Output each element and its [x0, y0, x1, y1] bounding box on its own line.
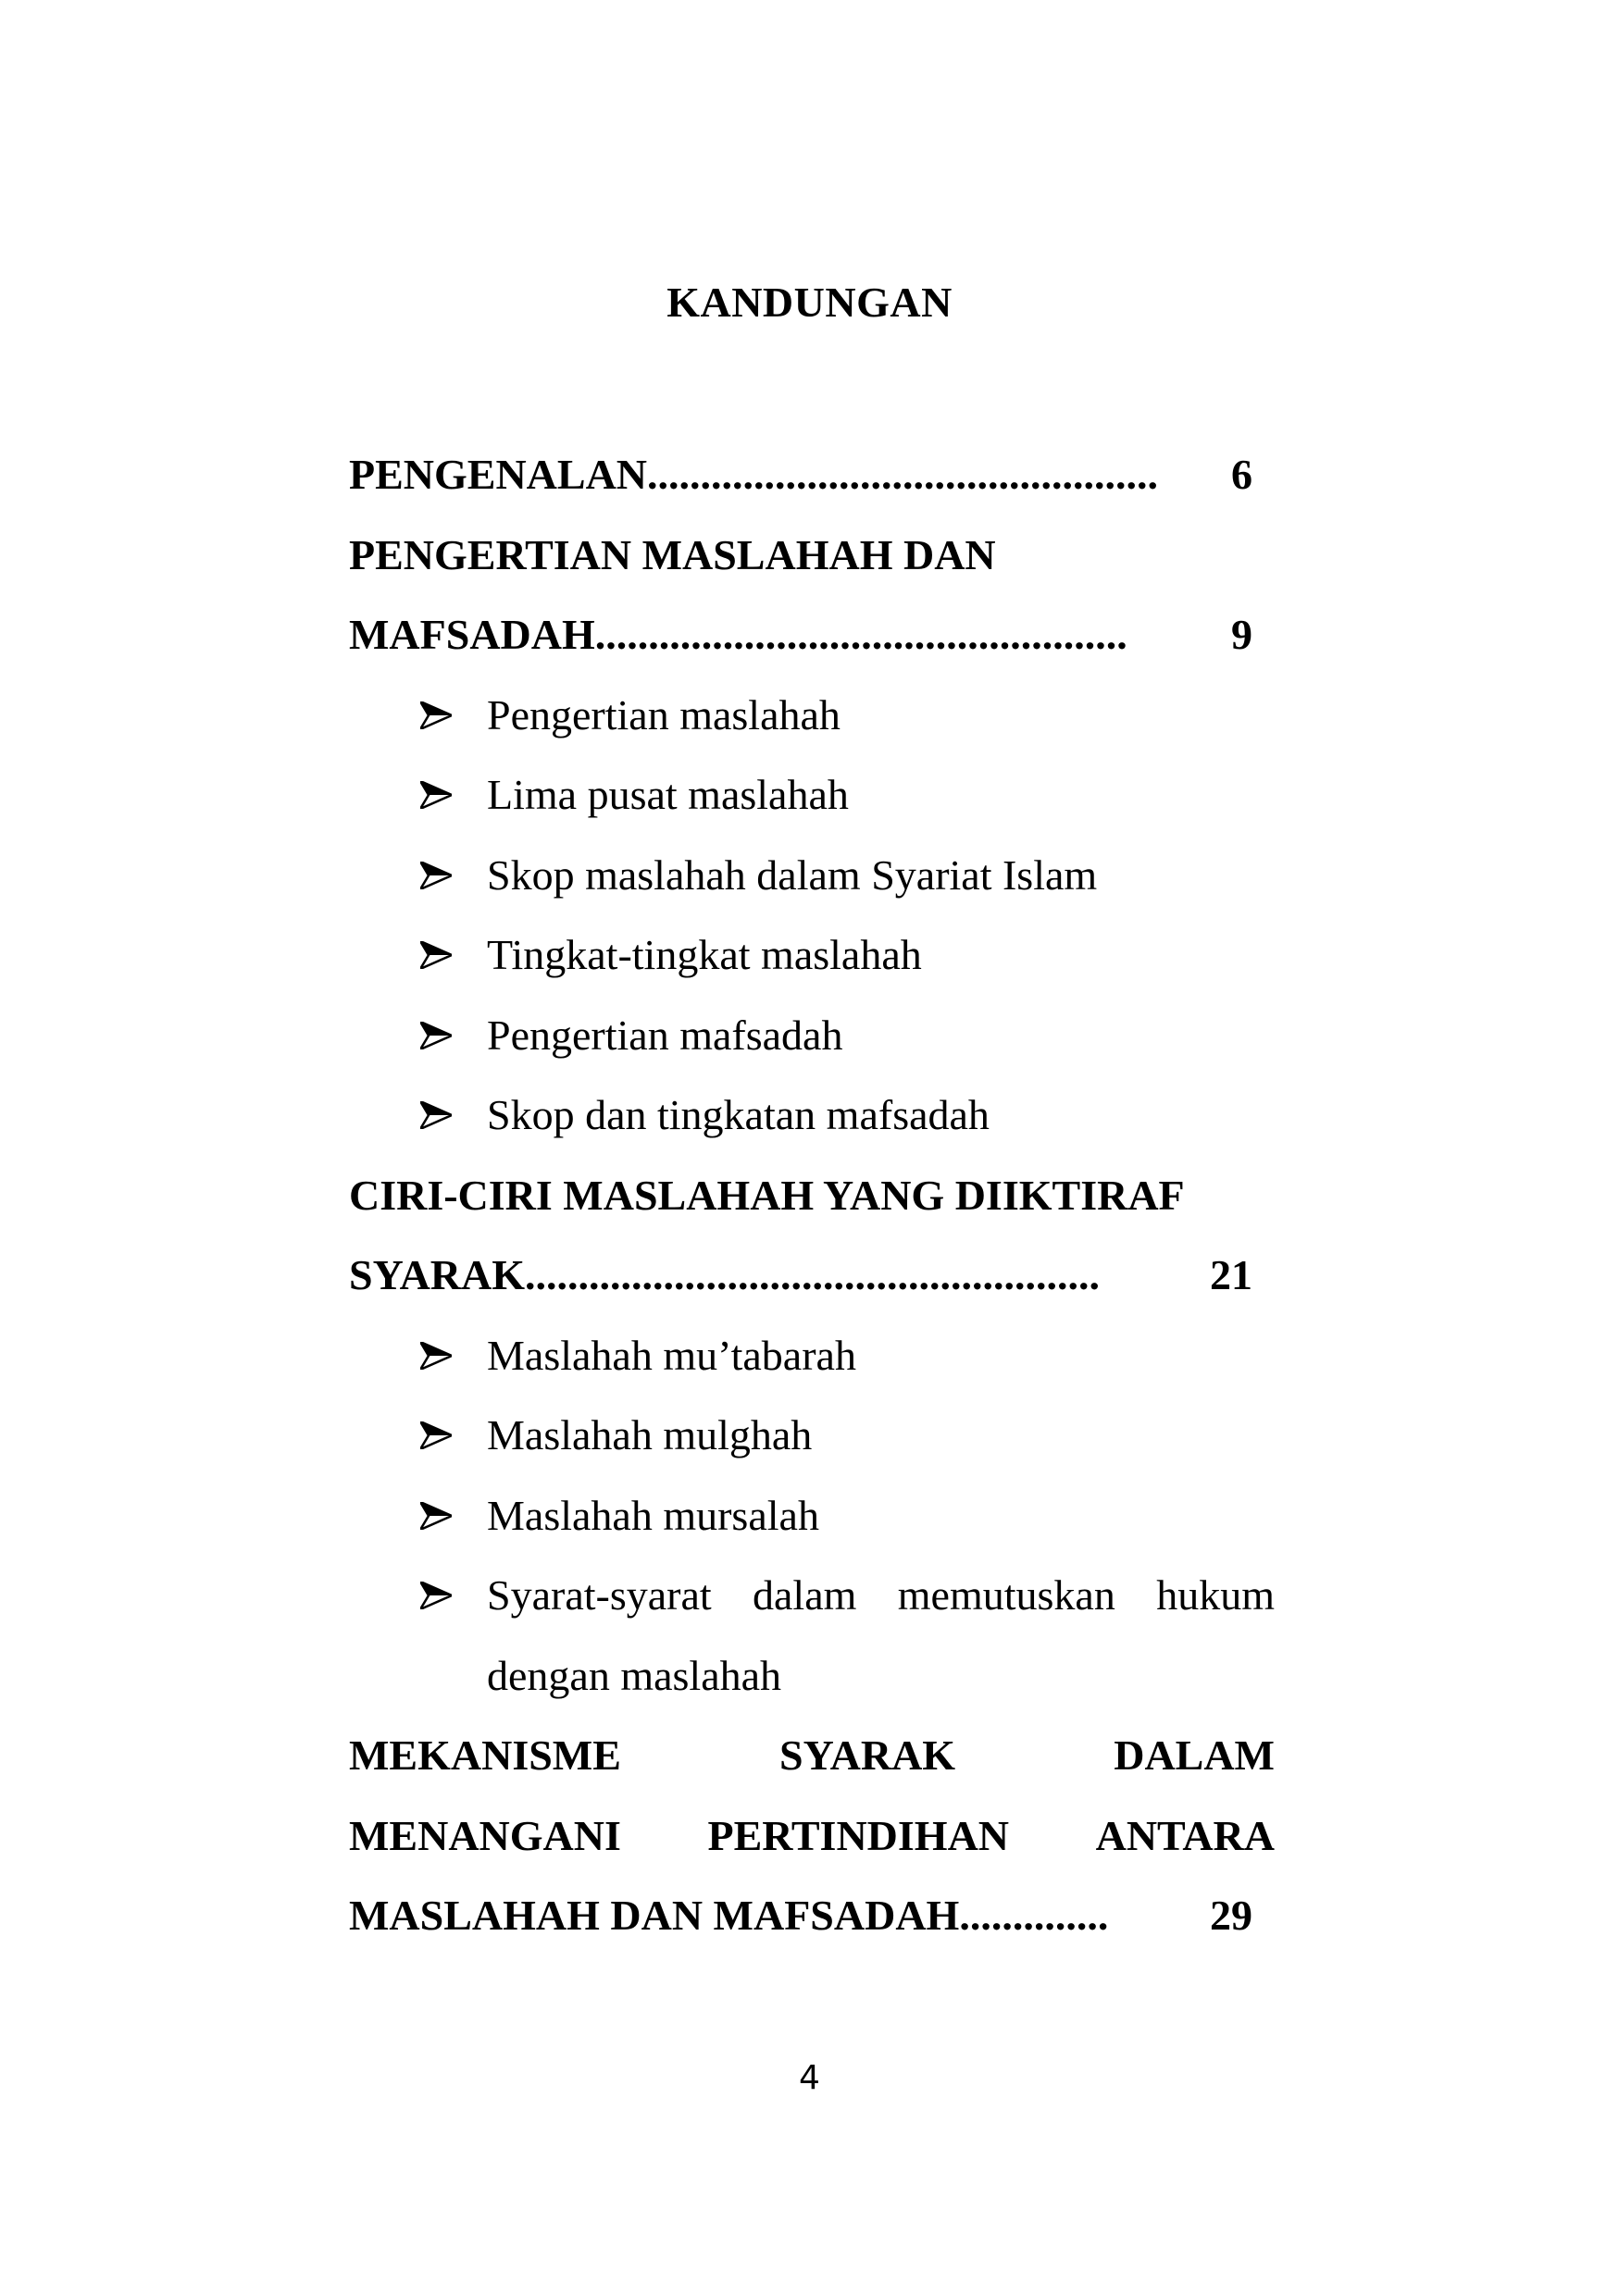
toc-subitem-label: Skop dan tingkatan mafsadah — [487, 1091, 990, 1138]
toc-subitem[interactable] — [349, 1075, 1275, 1156]
arrow-bullet-icon — [418, 1476, 487, 1557]
toc-entry-mekanisme-line3[interactable] — [349, 1876, 1252, 1956]
toc-page-number: 21 — [1210, 1251, 1252, 1298]
word: SYARAK — [779, 1731, 956, 1779]
toc-entry-label: PENGENALAN — [349, 451, 648, 498]
toc-subitem[interactable] — [349, 1316, 1275, 1396]
toc-page-number: 9 — [1231, 611, 1252, 658]
word: Syarat-syarat — [487, 1571, 712, 1619]
word: MENANGANI — [349, 1811, 621, 1859]
arrow-bullet-icon — [418, 836, 487, 916]
arrow-bullet-icon — [418, 915, 487, 996]
arrow-bullet-icon — [418, 996, 487, 1076]
page-title: KANDUNGAN — [666, 279, 953, 326]
toc-leader-dots: ...................................................... — [525, 1251, 1101, 1298]
word: DALAM — [1114, 1731, 1275, 1779]
arrow-bullet-icon — [418, 1556, 487, 1636]
toc-entry-pengenalan[interactable] — [349, 435, 1252, 515]
toc-entry-label: SYARAK — [349, 1251, 526, 1298]
toc-subitem-label: Maslahah mulghah — [487, 1411, 813, 1458]
toc-leader-dots: .............. — [959, 1892, 1109, 1939]
toc-page-number: 6 — [1231, 451, 1252, 498]
table-of-contents — [349, 435, 1275, 1956]
toc-subitem-label: Pengertian maslahah — [487, 690, 841, 738]
toc-subitem-label: Tingkat-tingkat maslahah — [487, 931, 922, 978]
toc-leader-dots: ................................................ — [647, 451, 1159, 498]
word: dalam — [753, 1571, 857, 1619]
arrow-bullet-icon — [418, 1075, 487, 1156]
toc-leader-dots: .................................................. — [594, 611, 1127, 658]
toc-subitem-label: Skop maslahah dalam Syariat Islam — [487, 850, 1098, 899]
toc-subitem[interactable] — [349, 1556, 1275, 1636]
toc-entry-pengertian-line1[interactable]: PENGERTIAN MASLAHAH DAN — [349, 530, 996, 578]
toc-subitem-label: Maslahah mu’tabarah — [487, 1331, 856, 1379]
toc-entry-mekanisme-line1[interactable] — [349, 1716, 1275, 1796]
word: hukum — [1156, 1571, 1275, 1619]
arrow-bullet-icon — [418, 1396, 487, 1476]
toc-subitem[interactable] — [349, 836, 1275, 916]
toc-entry-ciri-line2[interactable] — [349, 1235, 1252, 1316]
toc-subitem[interactable] — [349, 1476, 1275, 1557]
toc-subitem[interactable] — [349, 1396, 1275, 1476]
arrow-bullet-icon — [418, 755, 487, 836]
toc-entry-pengertian-line2[interactable] — [349, 595, 1252, 676]
toc-subitem[interactable] — [349, 755, 1275, 836]
toc-subitem-label: Pengertian mafsadah — [487, 1011, 843, 1059]
arrow-bullet-icon — [418, 1316, 487, 1396]
toc-subitem-continuation: dengan maslahah — [487, 1651, 782, 1699]
toc-subitem-label: Lima pusat maslahah — [487, 771, 849, 818]
toc-subitem-label-justified — [487, 1556, 1275, 1636]
toc-entry-ciri-line1[interactable]: CIRI-CIRI MASLAHAH YANG DIIKTIRAF — [349, 1171, 1185, 1219]
page-number: 4 — [799, 2059, 820, 2097]
toc-entry-label: MAFSADAH — [349, 611, 595, 658]
toc-subitem[interactable] — [349, 676, 1275, 756]
word: ANTARA — [1095, 1811, 1275, 1859]
toc-subitem-label: Maslahah mursalah — [487, 1491, 819, 1539]
arrow-bullet-icon — [418, 676, 487, 756]
toc-subitem[interactable] — [349, 915, 1275, 996]
word: PERTINDIHAN — [707, 1811, 1010, 1859]
toc-subitem[interactable] — [349, 996, 1275, 1076]
toc-page-number: 29 — [1210, 1892, 1252, 1939]
toc-entry-label: MASLAHAH DAN MAFSADAH — [349, 1892, 960, 1939]
toc-entry-mekanisme-line2[interactable] — [349, 1796, 1275, 1877]
word: memutuskan — [897, 1571, 1115, 1619]
word: MEKANISME — [349, 1731, 621, 1779]
